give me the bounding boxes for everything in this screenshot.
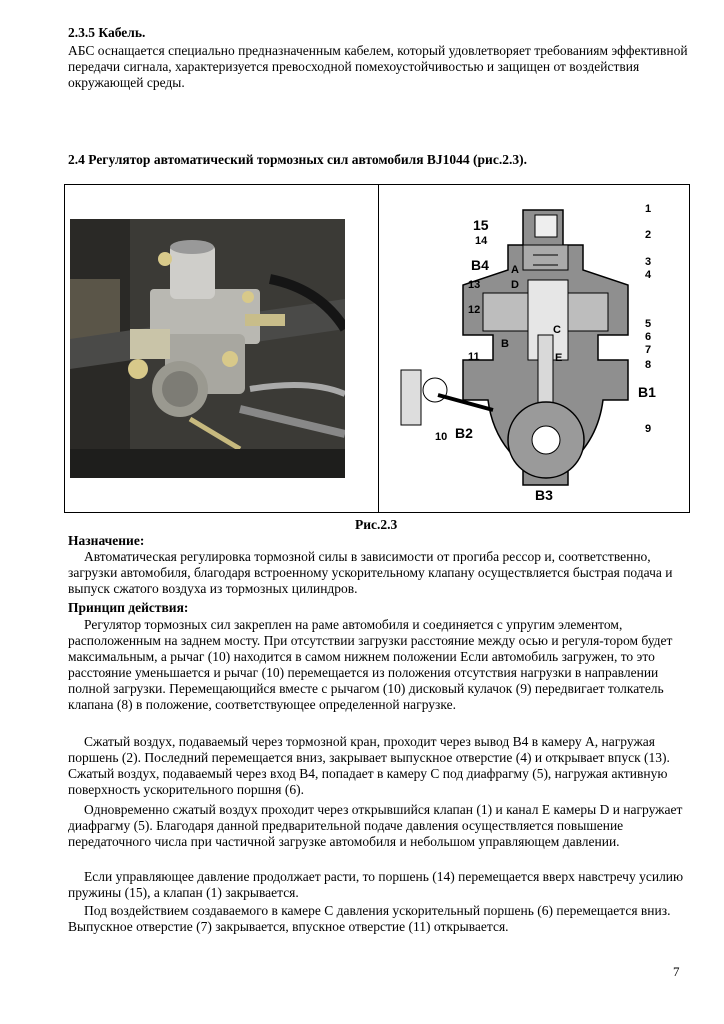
diagram-label-11: 11: [468, 351, 480, 363]
diagram-label-13: 13: [468, 279, 481, 291]
diagram-label-b3: B3: [535, 487, 553, 503]
section-heading-regulator: 2.4 Регулятор автоматический тормозных сил автомобиля BJ1044 (рис.2.3).: [68, 152, 527, 167]
principle-paragraph-2: Сжатый воздух, подаваемый через тормозной кран, проходит через вывод B4 в камеру A, нагружая поршень (2). Последний перемещается вниз, закрывает выпускное отверстие (4) и открывает впуск (13). Сжатый воздух, подаваемый через вход B4, попадает в камеру C под диафрагму (5), нагружая активную поверхность ускорительного поршня (6).: [68, 734, 670, 797]
regulator-diagram: [383, 185, 689, 512]
diagram-label-b1: B1: [638, 384, 656, 400]
diagram-label-5: 5: [645, 318, 652, 330]
purpose-paragraph: Автоматическая регулировка тормозной силы в зависимости от прогиба рессор и, соответственно, загрузки автомобиля, благодаря встроенному ускорительному клапану осуществляется быстрая подача и выпуск сжатого воздуха из тормозных цилиндров.: [68, 549, 673, 596]
regulator-photo-image: [70, 219, 345, 478]
regulator-photo: [70, 219, 345, 478]
diagram-label-7: 7: [645, 344, 652, 356]
diagram-label-c: C: [553, 324, 561, 336]
diagram-label-e: E: [555, 352, 563, 364]
section-heading-cable: 2.3.5 Кабель.: [68, 25, 146, 40]
diagram-label-15: 15: [473, 217, 489, 233]
diagram-label-14: 14: [475, 235, 488, 247]
principle-paragraph-5: Под воздействием создаваемого в камере C давления ускорительный поршень (6) перемещается вниз. Выпускное отверстие (7) закрывается, впускное отверстие (11) открывается.: [68, 903, 671, 934]
principle-paragraph-4: Если управляющее давление продолжает расти, то поршень (14) перемещается вверх навстречу усилию пружины (15), а клапан (1) закрывается.: [68, 869, 684, 900]
diagram-label-2: 2: [645, 229, 652, 241]
diagram-label-3: 3: [645, 256, 652, 268]
principle-paragraph-3: Одновременно сжатый воздух проходит через открывшийся клапан (1) и канал E камеры D и нагружает диафрагму (5). Благодаря данной предварительной подаче давления осуществляется повышение передаточного числа при частичной загрузке автомобиля и небольшом управляющем давлении.: [68, 802, 683, 849]
principle-paragraph-1: Регулятор тормозных сил закреплен на раме автомобиля и соединяется с упругим элементом, расположенным на заднем мосту. При отсутствии загрузки расстояние между осью и регуля-тором будет максимальным, а рычаг (10) находится в самом нижнем положении Если автомобиль загружен, то это расстояние уменьшается и рычаг (10) перемещается из положения отсутствия нагрузки в направлении полной загрузки. Перемещающийся вместе с рычагом (10) дисковый кулачок (9) передвигает толкатель клапана (8) в положение, соответствующее определенной нагрузке.: [68, 617, 673, 712]
diagram-label-b4: B4: [471, 257, 489, 273]
diagram-label-b: B: [501, 338, 509, 350]
diagram-label-8: 8: [645, 359, 652, 371]
diagram-label-1: 1: [645, 203, 652, 215]
diagram-label-a: A: [511, 264, 519, 276]
diagram-label-b2: B2: [455, 425, 473, 441]
figure-caption: Рис.2.3: [355, 517, 398, 532]
diagram-label-d: D: [511, 279, 519, 291]
page-number: 7: [673, 964, 680, 979]
diagram-label-9: 9: [645, 423, 652, 435]
principle-heading: Принцип действия:: [68, 600, 189, 615]
diagram-label-10: 10: [435, 431, 448, 443]
diagram-label-4: 4: [645, 269, 652, 281]
purpose-heading: Назначение:: [68, 533, 145, 548]
figure-divider: [378, 185, 379, 512]
cable-paragraph: АБС оснащается специально предназначенным кабелем, который удовлетворяет требованиям эффективной передачи сигнала, характеризуется превосходной помехоустойчивостью и защищен от воздействия окружающей среды.: [68, 43, 688, 90]
diagram-label-12: 12: [468, 304, 481, 316]
figure-frame: [64, 184, 690, 513]
diagram-label-6: 6: [645, 331, 652, 343]
